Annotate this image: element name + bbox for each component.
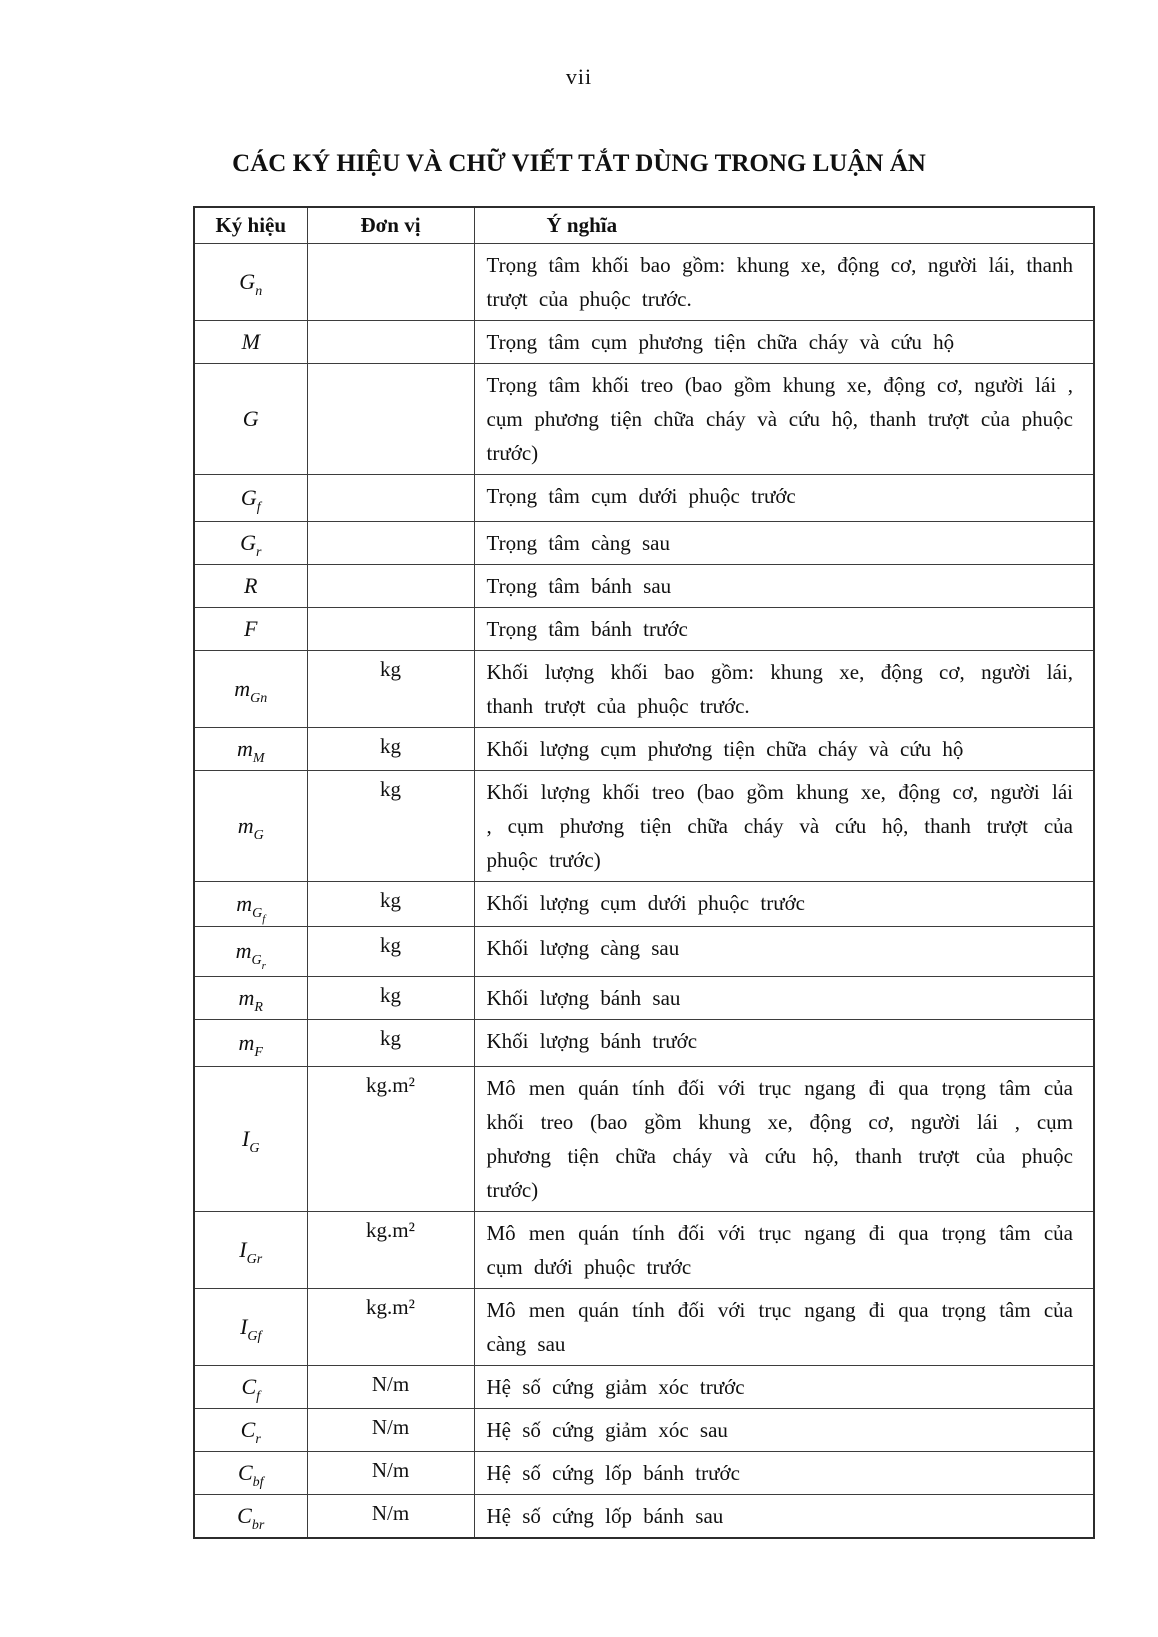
meaning-cell: Khối lượng khối bao gồm: khung xe, động cơ, người lái, thanh trượt của phuộc trước. xyxy=(474,650,1094,727)
unit-cell xyxy=(307,243,474,320)
meaning-cell: Hệ số cứng giảm xóc sau xyxy=(474,1408,1094,1451)
meaning-cell: Hệ số cứng lốp bánh sau xyxy=(474,1494,1094,1538)
meaning-cell: Khối lượng cụm dưới phuộc trước xyxy=(474,881,1094,926)
meaning-cell: Trọng tâm cụm phương tiện chữa cháy và cứu hộ xyxy=(474,320,1094,363)
table-row xyxy=(194,1066,1094,1211)
symbol-cell xyxy=(194,607,307,650)
table-row xyxy=(194,1288,1094,1365)
unit-cell: kg xyxy=(307,770,474,881)
symbol-cell xyxy=(194,1451,307,1494)
table-row xyxy=(194,1211,1094,1288)
symbol-cell xyxy=(194,650,307,727)
meaning-cell: Trọng tâm bánh trước xyxy=(474,607,1094,650)
meaning-cell: Trọng tâm càng sau xyxy=(474,521,1094,564)
symbol-cell xyxy=(194,1494,307,1538)
symbol-subscript: G xyxy=(253,827,264,843)
unit-cell xyxy=(307,564,474,607)
symbol-cell xyxy=(194,727,307,770)
meaning-cell: Trọng tâm cụm dưới phuộc trước xyxy=(474,474,1094,521)
symbol-cell xyxy=(194,976,307,1019)
unit-cell: kg xyxy=(307,727,474,770)
meaning-cell: Trọng tâm khối bao gồm: khung xe, động cơ, người lái, thanh trượt của phuộc trước. xyxy=(474,243,1094,320)
meaning-cell: Mô men quán tính đối với trục ngang đi qua trọng tâm của cụm dưới phuộc trước xyxy=(474,1211,1094,1288)
symbol-subscript: br xyxy=(251,1517,265,1533)
unit-cell: N/m xyxy=(307,1494,474,1538)
symbol-base: I xyxy=(242,1125,250,1151)
symbol-base: M xyxy=(241,328,260,354)
table-row xyxy=(194,727,1094,770)
symbol-base: C xyxy=(240,1416,256,1442)
symbols-table xyxy=(193,206,1095,1539)
unit-cell: N/m xyxy=(307,1451,474,1494)
symbol-base: m xyxy=(234,675,251,701)
unit-cell: kg.m² xyxy=(307,1066,474,1211)
unit-cell: kg.m² xyxy=(307,1288,474,1365)
unit-cell: kg xyxy=(307,881,474,926)
symbol-cell xyxy=(194,320,307,363)
symbol-subscript: G xyxy=(252,905,263,921)
symbol-cell xyxy=(194,521,307,564)
unit-cell xyxy=(307,474,474,521)
table-row xyxy=(194,976,1094,1019)
symbol-cell xyxy=(194,243,307,320)
header-meaning: Ý nghĩa xyxy=(474,207,1094,243)
symbol-cell xyxy=(194,1288,307,1365)
symbol-subscript: F xyxy=(254,1044,263,1060)
symbol-base: m xyxy=(236,890,253,916)
symbol-base: I xyxy=(240,1313,248,1339)
table-row xyxy=(194,881,1094,926)
meaning-cell: Mô men quán tính đối với trục ngang đi qua trọng tâm của càng sau xyxy=(474,1288,1094,1365)
table-row xyxy=(194,363,1094,474)
table-row xyxy=(194,1019,1094,1066)
symbol-subscript: Gf xyxy=(247,1328,262,1344)
unit-cell xyxy=(307,607,474,650)
table-row xyxy=(194,521,1094,564)
symbol-subscript: n xyxy=(255,283,263,299)
symbol-base: m xyxy=(238,984,255,1010)
meaning-cell: Trọng tâm khối treo (bao gồm khung xe, động cơ, người lái , cụm phương tiện chữa cháy và cứu hộ, thanh trượt của phuộc trước) xyxy=(474,363,1094,474)
page-number: vii xyxy=(565,64,593,89)
symbol-base: R xyxy=(244,572,258,598)
unit-cell: kg xyxy=(307,976,474,1019)
table-row xyxy=(194,1451,1094,1494)
symbol-subsubscript: f xyxy=(262,912,266,925)
meaning-cell: Mô men quán tính đối với trục ngang đi qua trọng tâm của khối treo (bao gồm khung xe, động cơ, người lái , cụm phương tiện chữa cháy và cứu hộ, thanh trượt của phuộc trước) xyxy=(474,1066,1094,1211)
meaning-cell: Khối lượng càng sau xyxy=(474,926,1094,976)
symbol-base: G xyxy=(240,529,256,555)
meaning-cell: Hệ số cứng lốp bánh trước xyxy=(474,1451,1094,1494)
symbol-cell xyxy=(194,474,307,521)
table-row xyxy=(194,564,1094,607)
symbol-subscript: r xyxy=(255,544,262,560)
symbol-cell xyxy=(194,1211,307,1288)
symbol-cell xyxy=(194,363,307,474)
table-row xyxy=(194,770,1094,881)
symbol-base: m xyxy=(237,812,254,838)
table-row xyxy=(194,1365,1094,1408)
symbol-base: G xyxy=(240,484,257,510)
unit-cell: kg xyxy=(307,650,474,727)
table-row xyxy=(194,243,1094,320)
symbol-cell xyxy=(194,1408,307,1451)
symbol-cell xyxy=(194,926,307,976)
meaning-cell: Hệ số cứng giảm xóc trước xyxy=(474,1365,1094,1408)
table-row xyxy=(194,1408,1094,1451)
symbol-subsubscript: r xyxy=(261,960,266,972)
symbol-subscript: G xyxy=(251,953,262,968)
meaning-cell: Khối lượng khối treo (bao gồm khung xe, động cơ, người lái , cụm phương tiện chữa cháy và cứu hộ, thanh trượt của phuộc trước) xyxy=(474,770,1094,881)
meaning-cell: Trọng tâm bánh sau xyxy=(474,564,1094,607)
symbol-base: G xyxy=(242,405,259,431)
symbol-base: C xyxy=(237,1459,253,1485)
table-row xyxy=(194,320,1094,363)
symbol-base: m xyxy=(238,1029,255,1055)
table-row xyxy=(194,474,1094,521)
symbol-cell xyxy=(194,1066,307,1211)
unit-cell: N/m xyxy=(307,1408,474,1451)
symbol-cell xyxy=(194,1019,307,1066)
unit-cell xyxy=(307,320,474,363)
symbols-table-body xyxy=(194,243,1094,1538)
meaning-cell: Khối lượng cụm phương tiện chữa cháy và cứu hộ xyxy=(474,727,1094,770)
unit-cell xyxy=(307,521,474,564)
header-symbol: Ký hiệu xyxy=(194,207,307,243)
symbol-base: m xyxy=(235,938,252,963)
unit-cell: kg.m² xyxy=(307,1211,474,1288)
symbol-subscript: M xyxy=(252,750,265,766)
meaning-cell: Khối lượng bánh sau xyxy=(474,976,1094,1019)
symbol-subscript: Gr xyxy=(246,1251,263,1267)
symbol-cell xyxy=(194,881,307,926)
symbol-base: C xyxy=(237,1502,252,1528)
table-row xyxy=(194,650,1094,727)
symbol-base: I xyxy=(239,1236,247,1262)
table-row xyxy=(194,1494,1094,1538)
symbol-base: m xyxy=(236,735,253,761)
symbol-subscript: r xyxy=(255,1431,261,1447)
page-title: CÁC KÝ HIỆU VÀ CHỮ VIẾT TẮT DÙNG TRONG LUẬN ÁN xyxy=(232,150,926,177)
symbol-subscript: f xyxy=(256,499,261,515)
symbol-base: C xyxy=(241,1373,257,1399)
table-row xyxy=(194,926,1094,976)
symbol-subscript: G xyxy=(249,1140,260,1156)
symbol-cell xyxy=(194,564,307,607)
unit-cell: N/m xyxy=(307,1365,474,1408)
symbol-base: F xyxy=(244,615,258,641)
table-row xyxy=(194,607,1094,650)
symbol-subscript: Gn xyxy=(250,690,268,706)
symbol-subscript: f xyxy=(256,1388,261,1404)
meaning-cell: Khối lượng bánh trước xyxy=(474,1019,1094,1066)
unit-cell: kg xyxy=(307,926,474,976)
unit-cell: kg xyxy=(307,1019,474,1066)
symbol-cell xyxy=(194,1365,307,1408)
symbol-subscript: bf xyxy=(252,1474,264,1490)
symbol-base: G xyxy=(239,268,256,294)
unit-cell xyxy=(307,363,474,474)
table-header-row xyxy=(194,207,1094,243)
header-unit: Đơn vị xyxy=(307,207,474,243)
symbol-subscript: R xyxy=(254,999,263,1015)
symbol-cell xyxy=(194,770,307,881)
